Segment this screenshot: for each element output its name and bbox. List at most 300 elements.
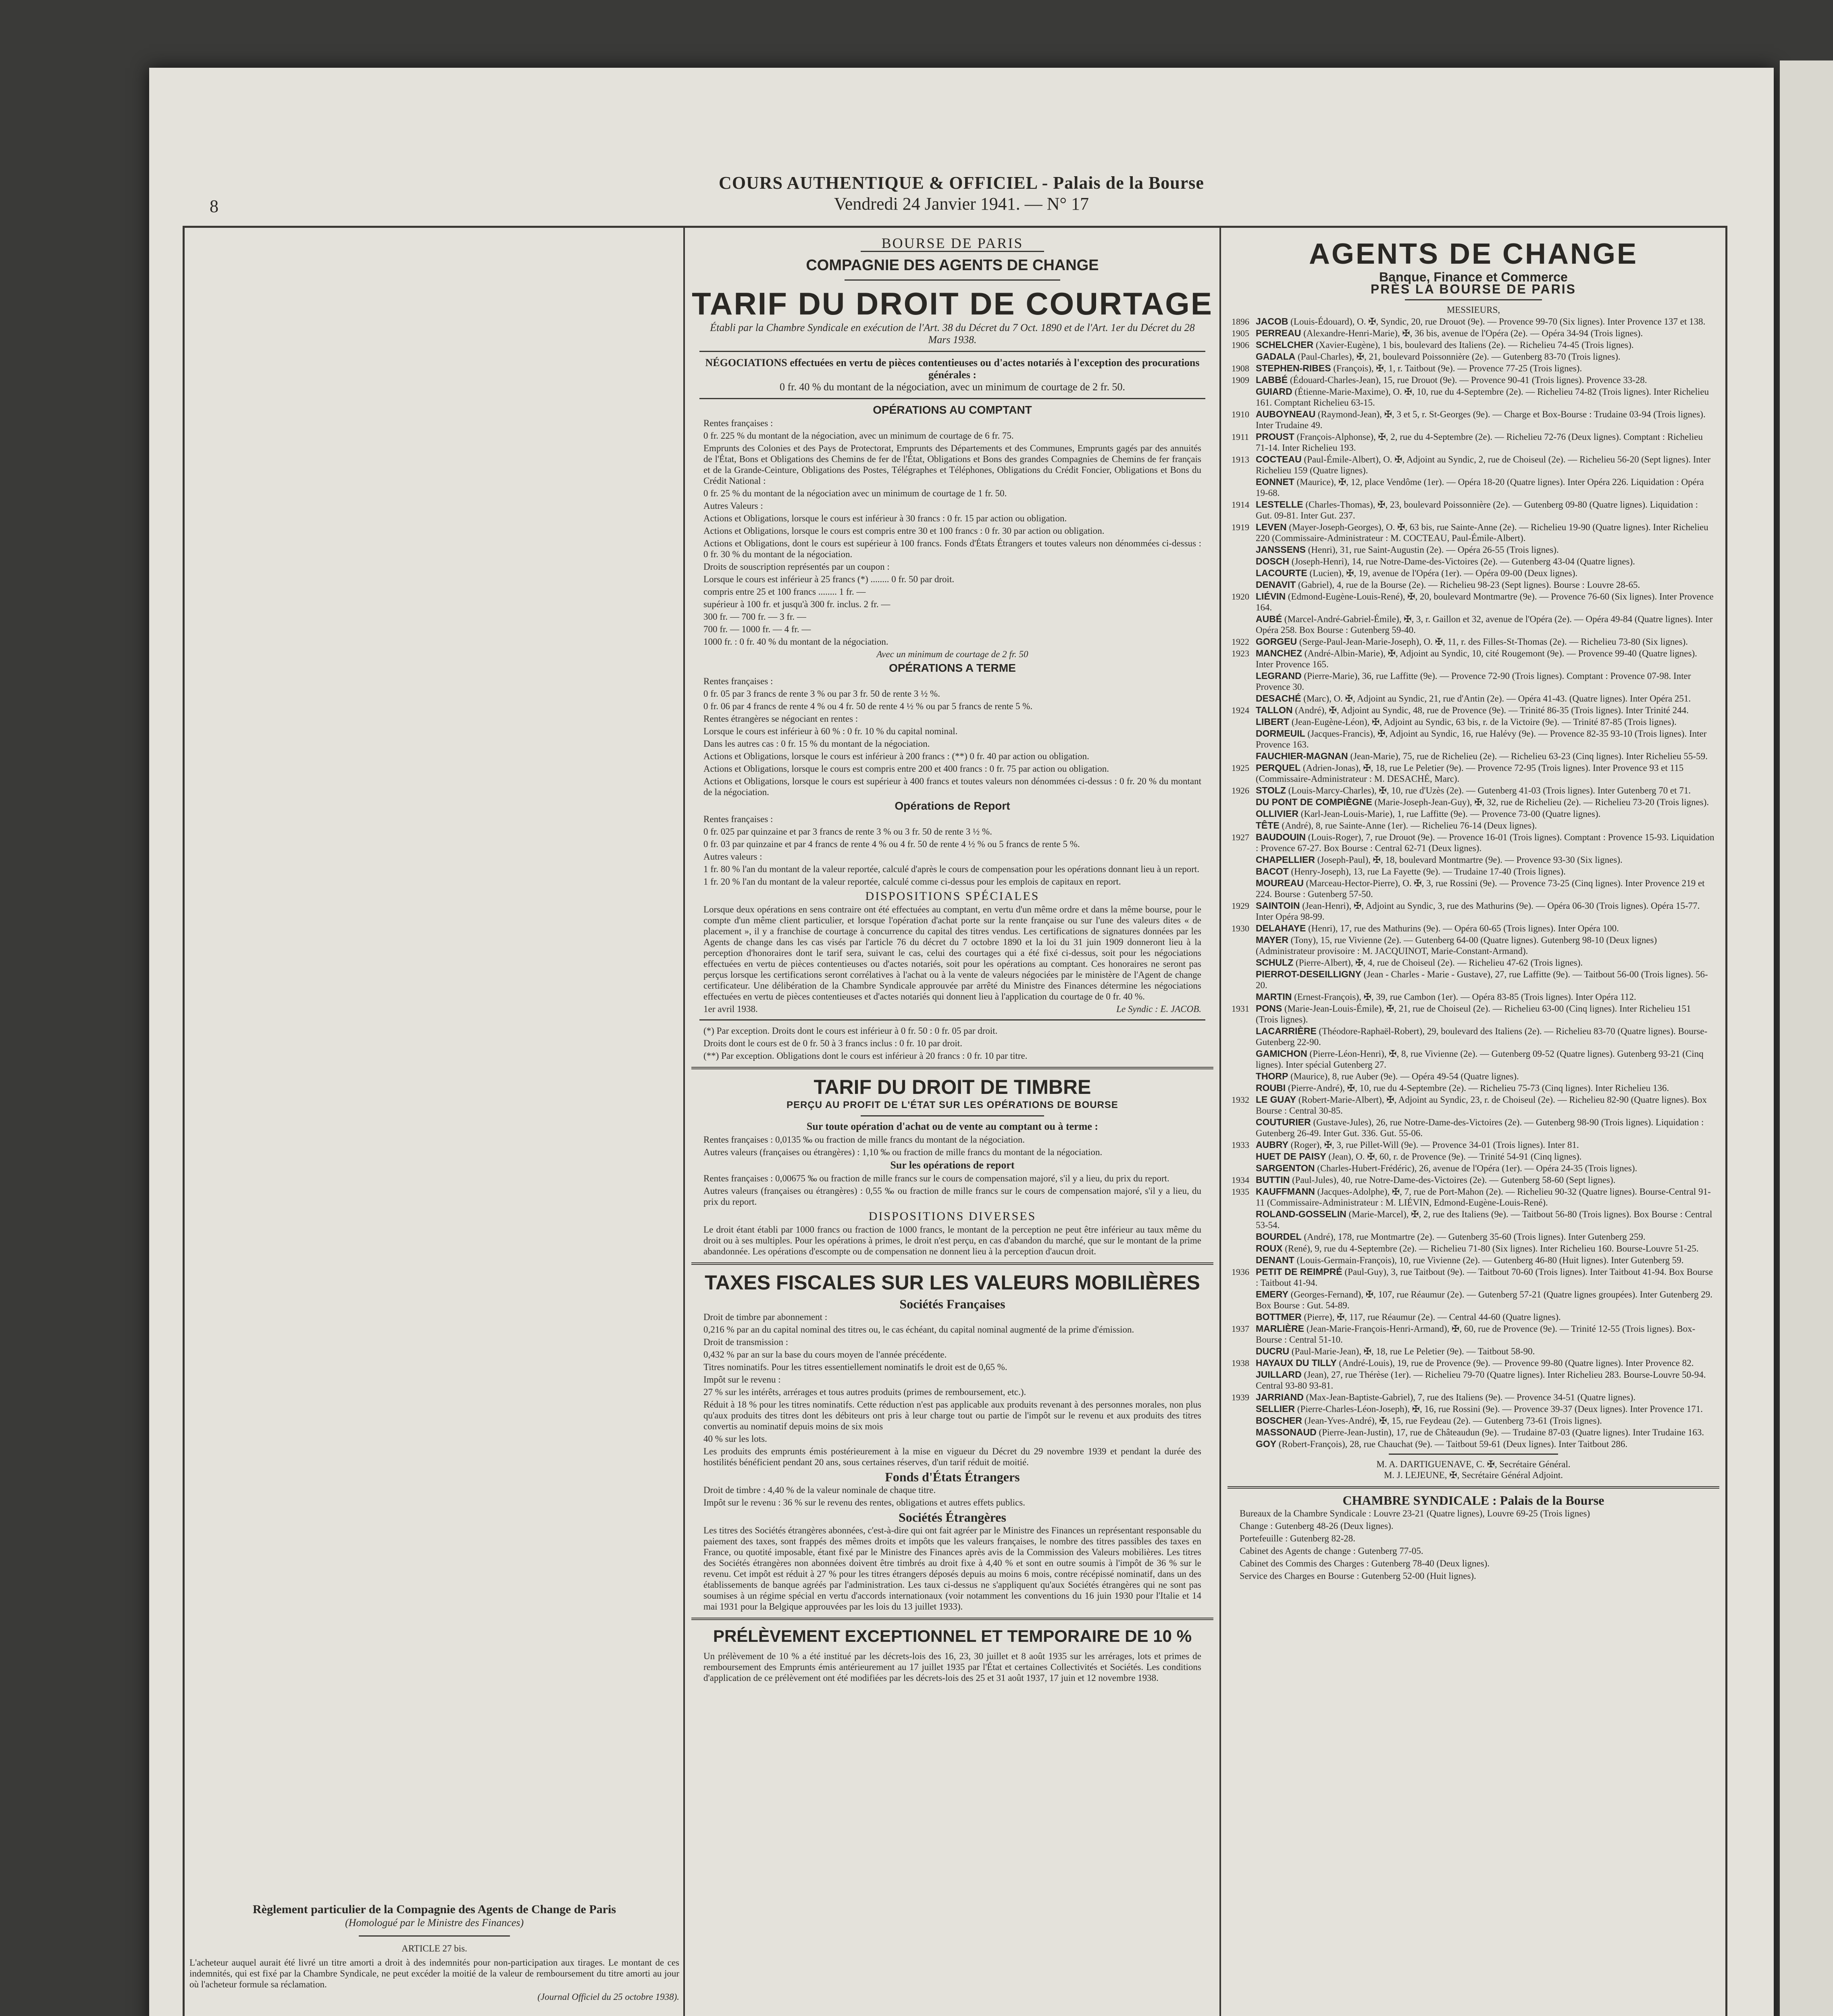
agent-details: (Lucien), ✠, 19, avenue de l'Opéra (1er). — Opéra 09-00 (Deux lignes).: [1307, 568, 1578, 578]
article-text: L'acheteur auquel aurait été livré un titre amorti a droit à des indemnités pour non-participation aux tirages. Le montant de ces indemnités, qui est fixé par la Chambre Syndicale, ne peut excéder la moitié de la valeur de remboursement du titre amorti au jour où l'acheteur formule sa réclamation.: [189, 1958, 679, 1989]
right-column: [1228, 237, 1719, 1583]
agent-name: JANSSENS: [1256, 544, 1306, 555]
agent-name: MARLIÈRE: [1256, 1323, 1305, 1334]
left-column: [189, 1902, 679, 2002]
agent-entry: [1232, 728, 1715, 750]
agent-entry: [1232, 1415, 1715, 1426]
negociations-rate: 0 fr. 40 % du montant de la négociation, avec un minimum de courtage de 2 fr. 50.: [779, 381, 1126, 393]
agent-details: (Charles-Hubert-Frédéric), 26, avenue de l'Opéra (1er). — Opéra 24-35 (Trois lignes).: [1315, 1163, 1637, 1173]
agent-year: 1938: [1232, 1358, 1249, 1368]
chambre-list: [1228, 1508, 1719, 1581]
agent-entry: [1232, 1231, 1715, 1242]
chambre-line: Change : Gutenberg 48-26 (Deux lignes).: [1240, 1521, 1394, 1531]
agent-details: (Georges-Fernand), ✠, 107, rue Réaumur (2e). — Gutenberg 57-21 (Quatre lignes groupées). Inter Gutenberg 29. Box Bourse : Gut. 54-89.: [1256, 1289, 1713, 1310]
comptant-line: 700 fr. — 1000 fr. — 4 fr. —: [703, 624, 811, 634]
agent-details: (Gustave-Jules), 26, rue Notre-Dame-des-Victoires (2e). — Gutenberg 98-90 (Trois lignes). Liquidation : Gutenberg 26-49. Inter Gut. 336. Gut. 55-06.: [1256, 1117, 1704, 1138]
agent-year: 1930: [1232, 923, 1249, 933]
comptant-line: compris entre 25 et 100 francs ........ 1 fr. —: [703, 587, 866, 597]
agent-name: PERQUEL: [1256, 762, 1301, 773]
agent-name: DORMEUIL: [1256, 728, 1305, 739]
timbre-heading-2: Sur les opérations de report: [890, 1159, 1015, 1171]
agent-name: TÊTE: [1256, 820, 1280, 831]
agent-name: DU PONT DE COMPIÈGNE: [1256, 797, 1372, 807]
agent-entry: [1232, 878, 1715, 900]
agent-entry: [1232, 1003, 1715, 1025]
timbre-list-1: [691, 1134, 1213, 1158]
agent-details: (Marie-Jean-Louis-Émile), ✠, 21, rue de Choiseul (2e). — Richelieu 63-00 (Cinq lignes). Inter Richelieu 151 (Trois lignes).: [1256, 1004, 1691, 1025]
agent-details: (Maurice), 8, rue Auber (9e). — Opéra 49-54 (Quatre lignes).: [1288, 1071, 1519, 1081]
agent-details: (André), 8, rue Sainte-Anne (1er). — Richelieu 76-14 (Deux lignes).: [1279, 821, 1537, 831]
agent-details: (Edmond-Eugène-Louis-René), ✠, 20, boulevard Montmartre (9e). — Provence 76-60 (Six lignes). Inter Provence 164.: [1256, 591, 1714, 612]
article-number: ARTICLE 27 bis.: [402, 1943, 467, 1954]
agent-name: SCHELCHER: [1256, 339, 1314, 350]
soc-etr-text: Les titres des Sociétés étrangères abonnées, c'est-à-dire qui ont fait agréer par le Ministre des Finances un représentant responsable du paiement des taxes, sont frappés des mêmes droits et impôts que les valeurs françaises, le nombre des titres passibles des taxes en France, ou quotité imposable, étant fixé par le Ministre des Finances après avis de la Commission des Valeurs mobilières. Les titres des Sociétés étrangères non abonnées doivent être timbrés au droit fixe à 4,40 % et sont en outre soumis à l'impôt de 36 % sur le revenu. Cet impôt est réduit à 27 % pour les titres étrangers déposés depuis au moins 6 mois, contre récépissé nominatif, dans un des établissements de banque agréés par l'administration. Les taux ci-dessus ne s'appliquent qu'aux Sociétés étrangères qui ne sont pas soumises à un régime spécial en vertu d'accords internationaux (voir notamment les conventions du 16 juin 1930 pour l'Italie et 14 mai 1931 pour la Belgique approuvées par les lois du 13 juillet 1933).: [703, 1525, 1201, 1612]
agents-list: [1228, 316, 1719, 1450]
agent-entry: [1232, 1186, 1715, 1208]
agent-name: DESACHÉ: [1256, 693, 1301, 704]
agent-name: BOURDEL: [1256, 1231, 1302, 1242]
agent-name: LE GUAY: [1256, 1094, 1296, 1105]
agent-year: 1939: [1232, 1392, 1249, 1402]
newspaper-page: [149, 68, 1774, 2016]
agent-entry: [1232, 969, 1715, 991]
agent-name: PONS: [1256, 1003, 1282, 1014]
agent-entry: [1232, 1289, 1715, 1311]
publication-title: COURS AUTHENTIQUE & OFFICIEL - Palais de la Bourse: [719, 173, 1204, 193]
agent-name: JARRIAND: [1256, 1392, 1304, 1402]
agent-year: 1936: [1232, 1267, 1249, 1277]
comptant-line: 0 fr. 25 % du montant de la négociation avec un minimum de courtage de 1 fr. 50.: [703, 488, 1007, 498]
agent-details: (Pierre-André), ✠, 10, rue du 4-Septembre (2e). — Richelieu 75-73 (Cinq lignes). Inter Richelieu 136.: [1286, 1083, 1669, 1093]
agent-entry: [1232, 1209, 1715, 1231]
comptant-heading: OPÉRATIONS AU COMPTANT: [873, 404, 1032, 416]
soc-fr-line: Impôt sur le revenu :: [703, 1375, 781, 1385]
agent-name: PROUST: [1256, 431, 1294, 442]
agent-entry: [1232, 923, 1715, 934]
agent-details: (Robert-François), 28, rue Chauchat (9e). — Taitbout 59-61 (Deux lignes). Inter Taitbout 286.: [1276, 1439, 1628, 1449]
agent-details: (François), ✠, 1, r. Taitbout (9e). — Provence 77-25 (Trois lignes).: [1331, 363, 1582, 373]
agent-entry: [1232, 900, 1715, 922]
agent-entry: [1232, 556, 1715, 567]
soc-fr-list: [691, 1312, 1213, 1468]
agent-name: JACOB: [1256, 316, 1288, 327]
agent-entry: [1232, 762, 1715, 784]
agent-entry: [1232, 1439, 1715, 1450]
agent-entry: [1232, 1255, 1715, 1266]
divider: [699, 351, 1205, 352]
reglement-title: Règlement particulier de la Compagnie des Agents de Change de Paris: [252, 1903, 616, 1916]
timbre-title: TARIF DU DROIT DE TIMBRE: [814, 1076, 1091, 1098]
agent-year: 1914: [1232, 500, 1249, 510]
agent-name: KAUFFMANN: [1256, 1186, 1315, 1197]
agent-entry: [1232, 1404, 1715, 1414]
agent-details: (Marie-Marcel), ✠, 2, rue des Italiens (9e). — Taitbout 56-80 (Trois lignes). Box Bourse : Central 53-54.: [1256, 1209, 1712, 1230]
agent-details: (Joseph-Paul), ✠, 18, boulevard Montmartre (9e). — Provence 93-30 (Six lignes).: [1315, 855, 1623, 865]
agent-details: (Henri), 17, rue des Mathurins (9e). — Opéra 60-65 (Trois lignes). Inter Opéra 100.: [1306, 923, 1619, 933]
agent-details: (Jean-Marie-François-Henri-Armand), ✠, 60, rue de Provence (9e). — Trinité 12-55 (Trois lignes). Box-Bourse : Central 51-10.: [1256, 1324, 1696, 1345]
agent-details: (Jacques-Adolphe), ✠, 7, rue de Port-Mahon (2e). — Richelieu 90-32 (Quatre lignes). Bourse-Central 91-11 (Commissaire-Administrateur : M. LIÉVIN, Edmond-Eugène-Louis-René).: [1256, 1187, 1711, 1208]
agent-year: 1932: [1232, 1095, 1249, 1105]
agent-entry: [1232, 409, 1715, 431]
agent-details: (Pierre-Léon-Henri), ✠, 8, rue Vivienne (2e). — Gutenberg 09-52 (Quatre lignes). Gutenberg 93-21 (Cinq lignes). Inter spécial Gutenberg 27.: [1256, 1049, 1704, 1070]
agent-details: (Pierre), ✠, 117, rue Réaumur (2e). — Central 44-60 (Quatre lignes).: [1301, 1312, 1561, 1322]
terme-line: 0 fr. 05 par 3 francs de rente 3 % ou par 3 fr. 50 de rente 3 ½ %.: [703, 689, 940, 699]
timbre-list-2: [691, 1173, 1213, 1207]
agent-entry: [1232, 1427, 1715, 1438]
agent-name: LEGRAND: [1256, 671, 1302, 681]
agent-name: LACARRIÈRE: [1256, 1026, 1317, 1036]
agent-entry: [1232, 820, 1715, 831]
agent-entry: [1232, 328, 1715, 339]
agent-entry: [1232, 591, 1715, 613]
dispositions-text: Lorsque deux opérations en sens contraire ont été effectuées au comptant, en vertu d'un même ordre et dans la même bourse, pour le compte d'un même client particulier, et lorsque l'opération d'achat porte sur la rente française ou sur l'une des valeurs dites « de placement », il y a franchise de courtage à concurrence du capital des titres vendus. Les certifications de signatures données par les Agents de change dans les cas visés par l'article 76 du décret du 7 octobre 1890 et la loi du 31 juin 1909 donneront lieu à la perception d'honoraires dont le tarif sera, suivant le cas, celui des courtages qui a été fixé ci-dessus, soit pour les négociations effectuées en vertu de pièces contentieuses ou d'actes notariés, soit pour les opérations au comptant. Ces honoraires ne seront pas perçus lorsque les certifications seront corrélatives à l'achat ou à la vente de valeurs négociées par le ministère de l'Agent de change certificateur. Une délibération de la Chambre Syndicale approuvée par arrêté du Ministre des Finances détermine les négociations effectuées en vertu de pièces contentieuses et d'actes notariés qui donnent lieu à l'application du courtage de 0 fr. 40 %.: [703, 904, 1201, 1002]
agent-details: (Jacques-Francis), ✠, Adjoint au Syndic, 16, rue Halévy (9e). — Provence 82-35 93-10 (Trois lignes). Inter Provence 163.: [1256, 729, 1707, 750]
agent-name: GADALA: [1256, 351, 1296, 362]
agent-details: (Henri), 31, rue Saint-Augustin (2e). — Opéra 26-55 (Trois lignes).: [1305, 545, 1559, 555]
agent-details: (Gabriel), 4, rue de la Bourse (2e). — Richelieu 98-23 (Sept lignes). Bourse : Louvre 28-65.: [1296, 580, 1640, 590]
agent-details: (Karl-Jean-Louis-Marie), 1, rue Laffitte (9e). — Provence 73-00 (Quatre lignes).: [1298, 809, 1601, 819]
terme-list: [691, 676, 1213, 798]
agent-name: LEVEN: [1256, 522, 1287, 532]
agent-details: (Marceau-Hector-Pierre), O. ✠, 3, rue Rossini (9e). — Provence 73-25 (Cinq lignes). Inter Provence 219 et 224. Bourse : Gutenberg 57-50.: [1256, 878, 1705, 899]
agent-details: (Marc), O. ✠, Adjoint au Syndic, 21, rue d'Antin (2e). — Opéra 41-43. (Quatre lignes). Inter Opéra 251.: [1301, 694, 1691, 704]
agent-name: AUBÉ: [1256, 614, 1282, 624]
signature-line: [691, 1004, 1213, 1014]
adjacent-page-edge: [1780, 60, 1833, 2016]
agent-details: (Jean-Yves-André), ✠, 15, rue Feydeau (2e). — Gutenberg 73-61 (Trois lignes).: [1302, 1416, 1602, 1426]
agent-details: (Marcel-André-Gabriel-Émile), ✠, 3, r. Gaillon et 32, avenue de l'Opéra (2e). — Opéra 49-84 (Quatre lignes). Inter Opéra 258. Box Bourse : Gutenberg 59-40.: [1256, 614, 1713, 635]
agent-year: 1909: [1232, 375, 1249, 385]
agent-name: GUIARD: [1256, 386, 1292, 397]
agent-name: ROUX: [1256, 1243, 1283, 1254]
agent-name: THORP: [1256, 1071, 1288, 1081]
tarif-courtage-subtitle: Établi par la Chambre Syndicale en exécution de l'Art. 38 du Décret du 7 Oct. 1890 et de l'Art. 1er du Décret du 28 Mars 1938.: [710, 322, 1195, 346]
double-divider: [1228, 1486, 1719, 1489]
terme-line: Lorsque le cours est inférieur à 60 % : 0 fr. 10 % du capital nominal.: [703, 726, 958, 736]
agent-details: (Jean-Eugène-Léon), ✠, Adjoint au Syndic, 63 bis, r. de la Victoire (9e). — Trinité 87-85 (Trois lignes).: [1289, 717, 1677, 727]
agent-details: (Raymond-Jean), ✠, 3 et 5, r. St-Georges (9e). — Charge et Box-Bourse : Trudaine 03-94 (Trois lignes). Inter Trudaine 49.: [1256, 409, 1706, 430]
agent-name: MAYER: [1256, 935, 1288, 945]
soc-fr-line: 0,432 % par an sur la base du cours moyen de l'année précédente.: [703, 1350, 947, 1360]
chambre-line: Portefeuille : Gutenberg 82-28.: [1240, 1533, 1356, 1543]
agent-entry: [1232, 522, 1715, 544]
agent-entry: [1232, 363, 1715, 374]
agent-entry: [1232, 1175, 1715, 1185]
agent-name: LESTELLE: [1256, 499, 1303, 510]
agent-entry: [1232, 614, 1715, 635]
agent-entry: [1232, 499, 1715, 521]
divider: [699, 398, 1205, 399]
footnote: Droits dont le cours est de 0 fr. 50 à 3 francs inclus : 0 fr. 10 par droit.: [703, 1038, 962, 1048]
agent-details: (Pierre-Jean-Justin), 17, rue de Châteaudun (9e). — Trudaine 87-03 (Quatre lignes). Inter Trudaine 163.: [1316, 1427, 1704, 1437]
agent-name: EONNET: [1256, 477, 1294, 487]
agent-details: (Alexandre-Henri-Marie), ✠, 36 bis, avenue de l'Opéra (2e). — Opéra 34-94 (Trois lignes).: [1301, 328, 1643, 338]
agent-year: 1927: [1232, 832, 1249, 842]
footnote: (*) Par exception. Droits dont le cours est inférieur à 0 fr. 50 : 0 fr. 05 par droit.: [703, 1026, 998, 1036]
agent-name: COCTEAU: [1256, 454, 1302, 464]
agent-details: (Pierre-Charles-Léon-Joseph), ✠, 16, rue Rossini (9e). — Provence 39-37 (Deux lignes). Inter Provence 171.: [1295, 1404, 1703, 1414]
agent-year: 1906: [1232, 340, 1249, 350]
agent-details: (Édouard-Charles-Jean), 15, rue Drouot (9e). — Provence 90-41 (Trois lignes). Provence 33-28.: [1288, 375, 1647, 385]
fonds-list: [691, 1485, 1213, 1508]
terme-line: 0 fr. 06 par 4 francs de rente 4 % ou 4 fr. 50 de rente 4 ½ % ou par 5 francs de rente 5 %.: [703, 701, 1033, 711]
agent-name: DOSCH: [1256, 556, 1290, 566]
diverses-text: Le droit étant établi par 1000 francs ou fraction de 1000 francs, le montant de la perception ne peut être inférieur au taux même du droit ou à ses multiples. Pour les opérations à primes, le droit n'est perçu, en cas d'abandon du marché, que sur le montant de la prime abandonnée. Les opérations d'escompte ou de compensation ne donnent lieu à la perception d'aucun droit.: [703, 1225, 1201, 1256]
timbre-subtitle: PERÇU AU PROFIT DE L'ÉTAT SUR LES OPÉRATIONS DE BOURSE: [786, 1100, 1118, 1110]
agent-name: ROLAND-GOSSELIN: [1256, 1209, 1346, 1219]
agent-name: FAUCHIER-MAGNAN: [1256, 751, 1348, 761]
agent-year: 1926: [1232, 785, 1249, 796]
report-line: 1 fr. 80 % l'an du montant de la valeur reportée, calculé d'après le cours de compensation pour les opérations donnant lieu à un report.: [703, 864, 1200, 874]
terme-heading: OPÉRATIONS A TERME: [889, 662, 1016, 674]
secretaire-adjoint: M. J. LEJEUNE, ✠, Secrétaire Général Adjoint.: [1384, 1470, 1563, 1480]
chambre-line: Cabinet des Commis des Charges : Gutenberg 78-40 (Deux lignes).: [1240, 1558, 1490, 1568]
agent-name: SCHULZ: [1256, 957, 1294, 968]
agent-details: (Ernest-François), ✠, 39, rue Cambon (1er). — Opéra 83-85 (Trois lignes). Inter Opéra 112.: [1292, 992, 1636, 1002]
agent-entry: [1232, 636, 1715, 647]
report-heading: Opérations de Report: [895, 800, 1010, 812]
agent-entry: [1232, 1026, 1715, 1048]
agent-name: MARTIN: [1256, 991, 1292, 1002]
agent-name: EMERY: [1256, 1289, 1288, 1300]
agent-entry: [1232, 1071, 1715, 1082]
prelevement-title: PRÉLÈVEMENT EXCEPTIONNEL ET TEMPORAIRE DE 10 %: [713, 1627, 1192, 1645]
agent-year: 1924: [1232, 705, 1249, 715]
agent-year: 1905: [1232, 328, 1249, 338]
comptant-line: Autres Valeurs :: [703, 501, 763, 511]
soc-fr-line: Titres nominatifs. Pour les titres essentiellement nominatifs le droit est de 0,65 %.: [703, 1362, 1007, 1372]
timbre-heading-1: Sur toute opération d'achat ou de vente au comptant ou à terme :: [806, 1120, 1099, 1132]
agent-entry: [1232, 957, 1715, 968]
comptant-line: 1000 fr. : 0 fr. 40 % du montant de la négociation.: [703, 637, 888, 647]
agent-details: (Jean-Marie), 75, rue de Richelieu (2e). — Richelieu 63-23 (Cinq lignes). Inter Richelieu 55-59.: [1348, 751, 1708, 761]
agent-entry: [1232, 935, 1715, 956]
agent-details: (Henry-Joseph), 13, rue La Fayette (9e). — Trudaine 17-40 (Trois lignes).: [1288, 866, 1566, 877]
comptant-line: 300 fr. — 700 fr. — 3 fr. —: [703, 612, 806, 622]
chambre-title: CHAMBRE SYNDICALE : Palais de la Bourse: [1342, 1493, 1604, 1508]
agent-entry: [1232, 671, 1715, 692]
agent-details: (Joseph-Henri), 14, rue Notre-Dame-des-Victoires (2e). — Gutenberg 43-04 (Quatre lignes).: [1289, 556, 1635, 566]
agent-name: DENAVIT: [1256, 579, 1296, 590]
double-divider: [691, 1618, 1213, 1620]
agent-details: (Roger), ✠, 3, rue Pillet-Will (9e). — Provence 34-01 (Trois lignes). Inter 81.: [1288, 1140, 1579, 1150]
prelevement-text: Un prélèvement de 10 % a été institué par les décrets-lois des 16, 23, 30 juillet et 8 août 1935 sur les arrérages, lots et primes de remboursement des Emprunts émis antérieurement au 17 juillet 1935 par l'État et certaines Collectivités et Sociétés. Les conditions d'application de ce prélèvement ont été modifiées par les décrets-lois des 25 et 31 août 1937, 17 juin et 12 novembre 1938.: [703, 1651, 1201, 1683]
soc-fr-line: Droit de transmission :: [703, 1337, 789, 1347]
compagnie-heading: COMPAGNIE DES AGENTS DE CHANGE: [806, 257, 1099, 274]
agent-name: HAYAUX DU TILLY: [1256, 1358, 1337, 1368]
agent-entry: [1232, 477, 1715, 498]
agent-entry: [1232, 797, 1715, 808]
agent-name: GAMICHON: [1256, 1048, 1307, 1059]
agent-year: 1922: [1232, 637, 1249, 647]
agent-details: (Louis-Roger), 7, rue Drouot (9e). — Provence 16-01 (Trois lignes). Comptant : Provence 15-93. Liquidation : Provence 67-27. Box Bourse : Central 62-71 (Deux lignes).: [1256, 832, 1714, 853]
agent-entry: [1232, 1139, 1715, 1150]
agent-name: BOTTMER: [1256, 1312, 1302, 1322]
agent-details: (Théodore-Raphaël-Robert), 29, boulevard des Italiens (2e). — Richelieu 83-70 (Quatre lignes). Bourse-Gutenberg 22-90.: [1256, 1026, 1708, 1047]
agent-name: LIÉVIN: [1256, 591, 1286, 602]
agent-year: 1923: [1232, 648, 1249, 658]
agent-details: (Paul-Charles), ✠, 21, boulevard Poissonnière (2e). — Gutenberg 83-70 (Trois lignes).: [1295, 352, 1621, 362]
agent-details: (André-Albin-Marie), ✠, Adjoint au Syndic, 10, cité Rougemont (9e). — Provence 99-40 (Quatre lignes). Inter Provence 165.: [1256, 648, 1697, 669]
double-divider: [691, 1262, 1213, 1265]
article-source: (Journal Officiel du 25 octobre 1938).: [537, 1992, 679, 2002]
middle-column: [691, 237, 1213, 1685]
soc-fr-line: 40 % sur les lots.: [703, 1434, 767, 1444]
soc-fr-line: Les produits des emprunts émis postérieurement à la mise en vigueur du Décret du 29 novembre 1939 et pendant la durée des hostilités bénéficient pendant 20 ans, sous certaines réserves, d'un tarif réduit de moitié.: [703, 1446, 1201, 1467]
issue-date: Vendredi 24 Janvier 1941. — N° 17: [834, 194, 1089, 214]
agent-name: GORGEU: [1256, 636, 1297, 647]
agent-entry: [1232, 316, 1715, 327]
agent-entry: [1232, 431, 1715, 453]
agent-entry: [1232, 716, 1715, 727]
agent-name: PERREAU: [1256, 328, 1301, 338]
agent-details: (Mayer-Joseph-Georges), O. ✠, 63 bis, rue Sainte-Anne (2e). — Richelieu 19-90 (Quatre lignes). Inter Richelieu 220 (Commissaire-Administrateur : M. COCTEAU, Paul-Émile-Albert).: [1256, 522, 1708, 543]
agent-year: 1910: [1232, 409, 1249, 419]
agent-entry: [1232, 751, 1715, 762]
agent-entry: [1232, 832, 1715, 854]
agent-name: ROUBI: [1256, 1083, 1286, 1093]
agent-entry: [1232, 1151, 1715, 1162]
column-divider: [683, 226, 685, 2016]
agent-entry: [1232, 339, 1715, 350]
agent-details: (Pierre-Marie), 36, rue Laffitte (9e). — Provence 72-90 (Trois lignes). Comptant : Provence 07-98. Inter Provence 30.: [1256, 671, 1691, 692]
agent-details: (André), ✠, Adjoint au Syndic, 48, rue de Provence (9e). — Trinité 86-35 (Trois lignes). Inter Trinité 244.: [1292, 705, 1689, 715]
agent-details: (André-Louis), 19, rue de Provence (9e). — Provence 99-80 (Quatre lignes). Inter Provence 82.: [1336, 1358, 1694, 1368]
agent-year: 1929: [1232, 901, 1249, 911]
agent-details: (Jean), 27, rue Thérèse (1er). — Richelieu 79-70 (Quatre lignes). Inter Richelieu 283. Bourse-Louvre 50-94. Central 93-80 93-81.: [1256, 1370, 1706, 1391]
soc-fr-line: Droit de timbre par abonnement :: [703, 1312, 828, 1322]
negociations-heading: NÉGOCIATIONS effectuées en vertu de pièces contentieuses ou d'actes notariés à l'exception des procurations générales :: [705, 357, 1200, 381]
report-line: 0 fr. 025 par quinzaine et par 3 francs de rente 3 % ou 3 fr. 50 de rente 3 ½ %.: [703, 827, 992, 837]
agent-name: BOSCHER: [1256, 1415, 1302, 1426]
terme-line: Rentes françaises :: [703, 676, 773, 686]
page-number: 8: [210, 196, 218, 216]
soc-fr-line: Réduit à 18 % pour les titres nominatifs. Cette réduction n'est pas applicable aux produits revenant à des personnes morales, non plus qu'aux produits des titres dont les débiteurs ont pris à leur charge tout ou partie de l'impôt sur le revenu et aux produits des titres convertis au nominatif depuis moins de six mois: [703, 1400, 1201, 1431]
agent-details: (Tony), 15, rue Vivienne (2e). — Gutenberg 64-00 (Quatre lignes). Gutenberg 98-10 (Deux lignes) (Administrateur provisoire : M. JACQUINOT, Marie-Constant-Armand).: [1256, 935, 1657, 956]
agents-subtitle-2: PRÈS LA BOURSE DE PARIS: [1371, 282, 1576, 296]
agent-name: MASSONAUD: [1256, 1427, 1317, 1437]
soc-fr-line: 27 % sur les intérêts, arrérages et tous autres produits (primes de remboursement, etc.).: [703, 1387, 1026, 1397]
agent-year: 1934: [1232, 1175, 1249, 1185]
agent-details: (Maurice), ✠, 12, place Vendôme (1er). — Opéra 18-20 (Quatre lignes). Inter Opéra 226. Liquidation : Opéra 19-68.: [1256, 477, 1704, 498]
agent-name: LABBÉ: [1256, 375, 1288, 385]
agent-entry: [1232, 1369, 1715, 1391]
agent-details: (Pierre-Albert), ✠, 4, rue de Choiseul (2e). — Richelieu 47-62 (Trois lignes).: [1293, 958, 1583, 968]
agent-name: SELLIER: [1256, 1404, 1295, 1414]
column-divider: [1219, 226, 1221, 2016]
divider: [1389, 1454, 1558, 1455]
comptant-line: Droits de souscription représentés par un coupon :: [703, 562, 890, 572]
agent-name: STEPHEN-RIBES: [1256, 363, 1331, 373]
report-line: 0 fr. 03 par quinzaine et par 4 francs de rente 4 % ou 4 fr. 50 de rente 4 ½ % ou 5 francs de rente 5 %.: [703, 839, 1080, 849]
divider: [845, 279, 1060, 281]
signature-date: 1er avril 1938.: [703, 1004, 758, 1014]
soc-etr-heading: Sociétés Étrangères: [899, 1510, 1006, 1524]
agent-year: 1935: [1232, 1187, 1249, 1197]
agent-entry: [1232, 1323, 1715, 1345]
agent-name: SARGENTON: [1256, 1163, 1315, 1173]
agent-name: DUCRU: [1256, 1346, 1290, 1356]
agent-name: LACOURTE: [1256, 568, 1307, 578]
agent-year: 1937: [1232, 1324, 1249, 1334]
comptant-line: Rentes françaises :: [703, 418, 773, 428]
terme-line: Actions et Obligations, lorsque le cours est compris entre 200 et 400 francs : 0 fr. 75 par action ou obligation.: [703, 764, 1109, 774]
agent-entry: [1232, 1048, 1715, 1070]
report-line: 1 fr. 20 % l'an du montant de la valeur reportée, calculé comme ci-dessus pour les emplois de capitaux en report.: [703, 877, 1121, 887]
agent-details: (Charles-Thomas), ✠, 23, boulevard Poissonnière (2e). — Gutenberg 09-80 (Quatre lignes). Liquidation : Gut. 09-81. Inter Gut. 237.: [1256, 500, 1698, 521]
agent-entry: [1232, 1392, 1715, 1403]
fonds-line: Impôt sur le revenu : 36 % sur le revenu des rentes, obligations et autres effets publics.: [703, 1497, 1025, 1508]
agent-name: MANCHEZ: [1256, 648, 1302, 658]
agent-entry: [1232, 1312, 1715, 1322]
agent-year: 1920: [1232, 591, 1249, 602]
footnotes-list: [691, 1025, 1213, 1061]
signature: Le Syndic : E. JACOB.: [1116, 1004, 1201, 1014]
agent-entry: [1232, 386, 1715, 408]
agent-name: BAUDOUIN: [1256, 832, 1306, 842]
soc-fr-heading: Sociétés Françaises: [899, 1297, 1005, 1311]
agent-entry: [1232, 1083, 1715, 1093]
comptant-list: [691, 418, 1213, 647]
timbre-line: Rentes françaises : 0,00675 ‰ ou fraction de mille francs sur le cours de compensation majoré, s'il y a lieu, du prix du report.: [703, 1173, 1169, 1183]
agent-year: 1911: [1232, 432, 1249, 442]
agent-name: CHAPELLIER: [1256, 854, 1315, 865]
agent-entry: [1232, 705, 1715, 716]
agent-entry: [1232, 1243, 1715, 1254]
agent-entry: [1232, 579, 1715, 590]
agent-name: TALLON: [1256, 705, 1293, 715]
footnote: (**) Par exception. Obligations dont le cours est inférieur à 20 francs : 0 fr. 10 par titre.: [703, 1051, 1028, 1061]
agent-entry: [1232, 785, 1715, 796]
double-divider: [691, 1067, 1213, 1069]
agent-entry: [1232, 991, 1715, 1002]
comptant-line: Emprunts des Colonies et des Pays de Protectorat, Emprunts des Départements et des Communes, Emprunts gagés par des annuités de l'État, Bons et Obligations des Chemins de fer de l'État, Obligations et Bons des grandes Compagnies de Chemins de fer français et de la Grande-Ceinture, Obligations des Postes, Télégraphes et Téléphones, Obligations du Crédit Foncier, Obligations et Bons du Crédit National :: [703, 443, 1201, 486]
report-line: Autres valeurs :: [703, 852, 762, 862]
agent-entry: [1232, 1266, 1715, 1288]
agent-year: 1896: [1232, 317, 1249, 327]
agent-name: JUILLARD: [1256, 1369, 1302, 1380]
comptant-line: Actions et Obligations, lorsque le cours est inférieur à 30 francs : 0 fr. 15 par action ou obligation.: [703, 513, 1067, 523]
chambre-line: Bureaux de la Chambre Syndicale : Louvre 23-21 (Quatre lignes), Louvre 69-25 (Trois lignes): [1240, 1508, 1590, 1518]
agent-name: PETIT DE REIMPRÉ: [1256, 1266, 1342, 1277]
agent-details: (Paul-Guy), 3, rue Taitbout (9e). — Taitbout 70-60 (Trois lignes). Inter Taitbout 41-94. Box Bourse : Taitbout 41-94.: [1256, 1267, 1713, 1288]
report-list: [691, 814, 1213, 887]
agent-details: (Serge-Paul-Jean-Marie-Joseph), O. ✠, 11, r. des Filles-St-Thomas (2e). — Richelieu 73-80 (Six lignes).: [1297, 637, 1688, 647]
terme-line: Actions et Obligations, lorsque le cours est supérieur à 400 francs et toutes valeurs non dénommées ci-dessus : 0 fr. 20 % du montant de la négociation.: [703, 776, 1201, 797]
agent-entry: [1232, 1117, 1715, 1139]
agent-year: 1913: [1232, 454, 1249, 464]
agent-entry: [1232, 866, 1715, 877]
agent-year: 1933: [1232, 1140, 1249, 1150]
agent-name: COUTURIER: [1256, 1117, 1311, 1127]
agent-details: (François-Alphonse), ✠, 2, rue du 4-Septembre (2e). — Richelieu 72-76 (Deux lignes). Comptant : Richelieu 71-14. Inter Richelieu 193.: [1256, 432, 1703, 453]
agent-name: STOLZ: [1256, 785, 1286, 796]
taxes-title: TAXES FISCALES SUR LES VALEURS MOBILIÈRES: [705, 1271, 1200, 1294]
agent-year: 1925: [1232, 763, 1249, 773]
agent-name: PIERROT-DESEILLIGNY: [1256, 969, 1361, 979]
agent-entry: [1232, 568, 1715, 579]
agent-details: (Louis-Marcy-Charles), ✠, 10, rue d'Uzès (2e). — Gutenberg 41-03 (Trois lignes). Inter Gutenberg 70 et 71.: [1286, 785, 1691, 796]
agent-name: AUBOYNEAU: [1256, 409, 1316, 419]
reglement-subtitle: (Homologué par le Ministre des Finances): [345, 1917, 524, 1929]
bourse-heading: BOURSE DE PARIS: [881, 235, 1024, 251]
agent-entry: [1232, 375, 1715, 385]
agent-entry: [1232, 544, 1715, 555]
agent-entry: [1232, 454, 1715, 476]
agent-details: (Jean), O. ✠, 60, r. de Provence (9e). — Trinité 54-91 (Cinq lignes).: [1326, 1152, 1582, 1162]
comptant-line: Actions et Obligations, dont le cours est supérieur à 100 francs. Fonds d'États Étrangers et toutes valeurs non dénommées ci-dessus : 0 fr. 30 % du montant de la négociation.: [703, 538, 1201, 559]
agent-name: DELAHAYE: [1256, 923, 1306, 933]
